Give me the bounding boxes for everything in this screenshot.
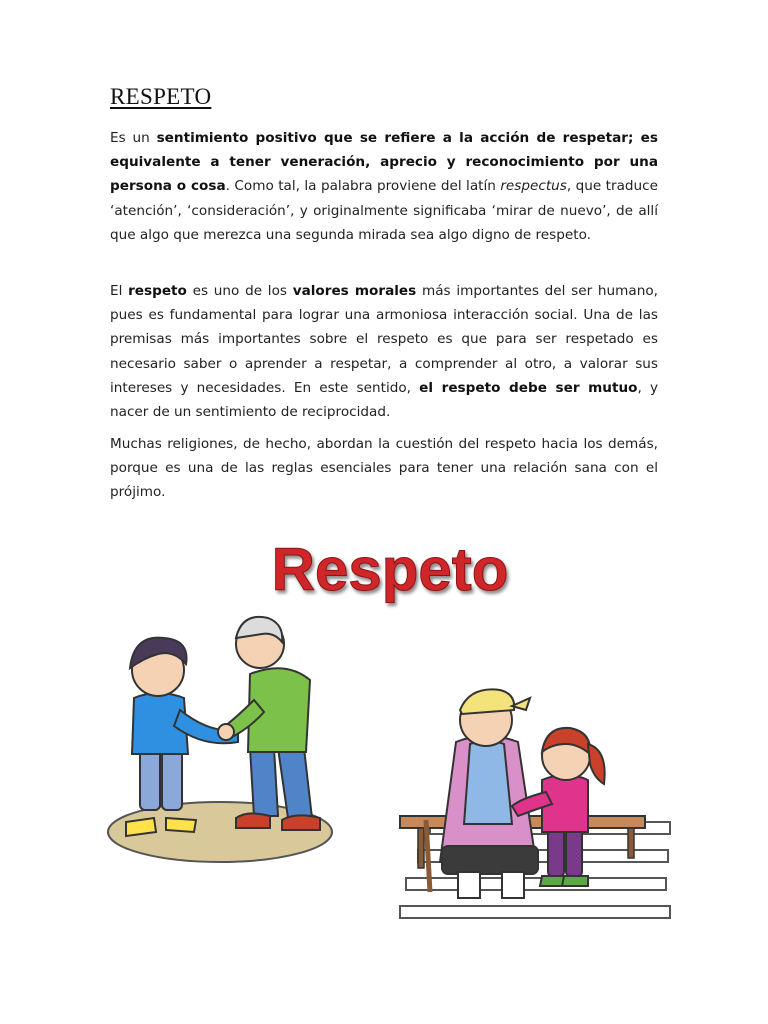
p1-italic-1: respectus: [500, 178, 567, 195]
p1-text-2: . Como tal, la palabra proviene del latín: [225, 178, 501, 195]
respeto-illustration: [100, 530, 680, 940]
p2-text-3: más importantes del ser humano, pues es fundamental para lograr una armoniosa interacción social. Una de las premisas más importantes sobre el respeto es que para ser respetado es necesario saber o aprender a respetar, a comprender al otro, a valorar sus intereses y necesidades. En este sentido,: [110, 283, 658, 396]
p1-text-1: Es un: [110, 130, 157, 146]
handshake-scene: [108, 617, 332, 862]
crosswalk-scene: [400, 689, 670, 918]
paragraph-values: [110, 279, 658, 424]
p2-bold-3: el respeto debe ser mutuo: [419, 379, 638, 396]
p2-bold-2: valores morales: [292, 283, 417, 299]
p2-text-4: , y nacer de un sentimiento de reciprocidad.: [110, 379, 659, 421]
document-title: RESPETO: [110, 84, 212, 109]
paragraph-definition: [110, 126, 658, 247]
p2-text-1: El: [110, 283, 129, 299]
p2-text-2: es uno de los: [186, 283, 293, 299]
grandfather-figure: [218, 617, 320, 830]
p1-text-3: , que traduce ‘atención’, ‘consideración’, y originalmente significaba ‘mirar de nuevo’, de allí que algo que merezca una segunda mirada sea algo digno de respeto.: [110, 178, 658, 243]
grandmother-figure: [426, 689, 538, 898]
p2-bold-1: respeto: [128, 283, 187, 299]
illustration-heading: Respeto: [271, 536, 509, 603]
p1-bold-1: sentimiento positivo que se refiere a la acción de respetar; es equivalente a tener veneración, aprecio y reconocimiento por una persona o cosa: [110, 130, 658, 195]
paragraph-religions: Muchas religiones, de hecho, abordan la cuestión del respeto hacia los demás, porque es una de las reglas esenciales para tener una relación sana con el prójimo.: [110, 436, 658, 501]
